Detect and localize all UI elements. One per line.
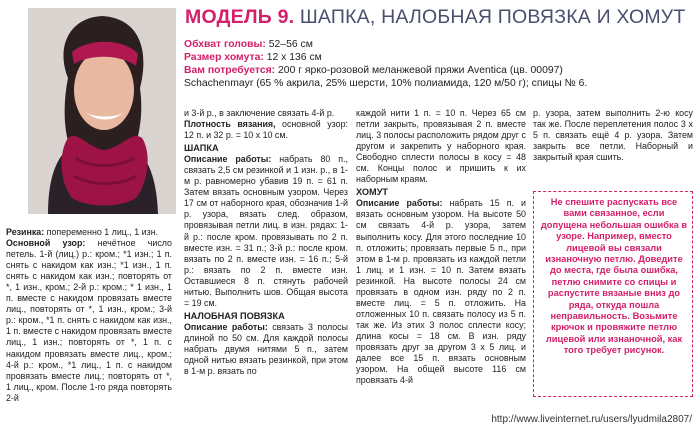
main-pattern-paragraph <box>6 238 172 404</box>
header-line-cowl-size <box>184 51 694 64</box>
cowl-continuation: р. узора, затем выполнить 2-ю косу так же. После переплетения полос 3 х 5 п. связать ещё 4 р. узора. Затем закрыть все петли. Наборный и закрытый края сшить. <box>533 108 693 163</box>
ribbing-label: Резинка: <box>6 227 45 237</box>
headband-instructions-text: связать 3 полосы длиной по 50 см. Для каждой полосы набрать двумя нитями 5 п., затем одной нитью вязать резинкой, при этом в 1-м р. вязать по <box>184 321 348 377</box>
ribbing-text: попеременно 1 лиц., 1 изн. <box>44 227 159 237</box>
column-4 <box>533 108 693 163</box>
head-size-value: 52–56 см <box>265 39 313 50</box>
title-text: ШАПКА, НАЛОБНАЯ ПОВЯЗКА И ХОМУТ <box>294 6 686 28</box>
cowl-instructions <box>356 198 526 386</box>
model-photo <box>28 8 176 214</box>
cowl-size-value: 12 х 136 см <box>263 52 322 63</box>
headband-continuation: каждой нити 1 п. = 10 п. Через 65 см петли закрыть, провязывая 2 п. вместе лиц. 3 полосы расположить рядом друг с другом и закрепить у наборного края. Свободно сплести полосы в косу = 48 см. Концы полос и пришить к их наборным краям. <box>356 108 526 185</box>
hat-instructions <box>184 154 348 309</box>
cowl-size-label: Размер хомута: <box>184 52 264 63</box>
header-line-yarn: Schachenmayr (65 % акрила, 25% шерсти, 10% полиамида, 120 м/50 г); спицы № 6. <box>184 78 588 89</box>
title-model-number: МОДЕЛЬ 9. <box>185 6 295 28</box>
main-pattern-text: нечётное число петель. 1-й (лиц.) р.: кром.; *1 изн.; 1 п. снять с накидом как изн.; *1 изн., 1 п. снять с накидом как изн.; повторять от *, 1 изн., кром.; 2-й р.: кром.; * 1 изн., 1 п. вместе с накидом провязать вместе лиц., повторять от *, 1 изн., кром.; 3-й р.: кром., *1 п. снять с накидом как изн., 1 п. вместе с накидом провязать вместе лиц., 1 изн.; повторять от *, 1 п. с накидом провязать вместе лиц., кром.; 4-й р.: кром., *1 лиц., 1 п. с накидом провязать вместе лиц.; повторять от *, 1 лиц., кром. После 1-го ряда повторять 2-й <box>6 238 172 403</box>
column-2 <box>184 108 348 377</box>
cowl-instructions-label: Описание работы: <box>356 198 443 209</box>
head-size-label: Обхват головы: <box>184 39 266 50</box>
ribbing-paragraph <box>6 227 172 238</box>
tip-box <box>533 191 693 397</box>
section-heading-headband: НАЛОБНАЯ ПОВЯЗКА <box>184 310 285 321</box>
section-heading-cowl: ХОМУТ <box>356 187 389 198</box>
page-title <box>185 6 695 32</box>
gauge-paragraph <box>184 119 348 141</box>
column-1 <box>6 227 172 404</box>
materials-label: Вам потребуется: <box>184 65 276 76</box>
hat-instructions-text: набрать 80 п., связать 2,5 см резинкой и 1 изн. р., в 1-м р. равномерно убавив 19 п. = 61 п. Затем вязать основным узором. Через 17 см от наборного края, обозначив 1-й р. узора, вязать след. образом, провязывая петли лиц. в изн. рядах: 1-й р.: после кром. провязывать по 2 п. вместе изн. = 31 п.; 3-й р.: после кром. вязать по 2 п. вместе изн. = 16 п.; 5-й р.: вязать по 2 п. вместе изн. Оставшиеся 8 п. стянуть рабочей нитью. Выполнить шов. Общая высота = 19 см. <box>184 154 348 308</box>
source-watermark: http://www.liveinternet.ru/users/lyudmila2807/ <box>491 414 692 425</box>
section-heading-hat: ШАПКА <box>184 143 219 154</box>
main-pattern-label: Основной узор: <box>6 238 86 249</box>
header-line-head-size <box>184 38 694 51</box>
pattern-continuation: и 3-й р., в заключение связать 4-й р. <box>184 108 335 118</box>
gauge-text: основной узор: 12 п. и 32 р. = 10 х 10 см. <box>184 119 348 141</box>
headband-instructions-label: Описание работы: <box>184 321 268 332</box>
materials-value: 200 г ярко-розовой меланжевой пряжи Aventica (цв. 00097) <box>275 65 563 76</box>
header-line-materials <box>184 64 694 77</box>
hat-instructions-label: Описание работы: <box>184 154 272 165</box>
cowl-instructions-text: набрать 15 п. и вязать основным узором. На высоте 50 см связать 4-й р. узора, затем выполнить косу. Для этого последние 10 п. отложить; провязать первые 5 п., при этом в 1-м р. провязать из каждой петли 1 лиц. и 1 изн. = 10 п. Затем вязать резинкой. На высоте полосы 24 см провязать в одном изн. ряду по 2 п. вместе лиц. = 5 п. отложить. На отложенных 10 п. связать полосу из 5 п. так же. Из этих 3 полос сплести косу; длина косы = 18 см. В изн. ряду провязать друг за другом 3 х 5 лиц. и далее все 15 п. вязать основным узором. На общей высоте 116 см провязать 4-й <box>356 198 526 386</box>
gauge-label: Плотность вязания, <box>184 119 276 130</box>
tip-text: Не спешите распускать все вами связанное, если допущена небольшая ошибка в узоре. Например, вместо лицевой вы связали изнаночную петлю. Доведите до места, где была ошибка, петлю снимите со спицы и распустите вязаные вниз до ряда, откуда пошла неправильность. Возьмите крючок и провяжите петлю лицевой или изнаночной, как того требует рисунок. <box>540 197 688 356</box>
woman-in-headband-image <box>28 8 176 214</box>
headband-instructions <box>184 322 348 377</box>
column-3 <box>356 108 526 386</box>
